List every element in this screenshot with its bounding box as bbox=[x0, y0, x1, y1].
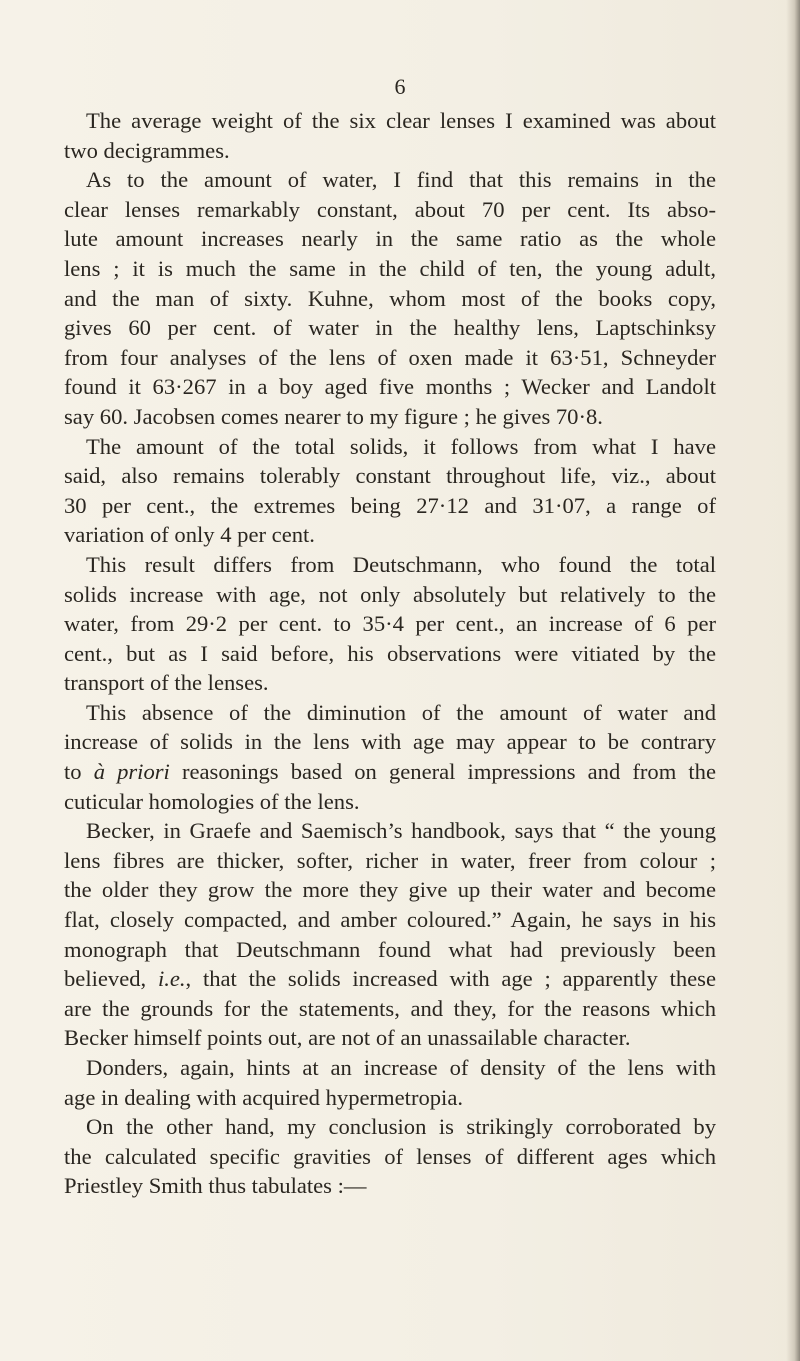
text-line: Becker himself points out, are not of an unassailable character. bbox=[64, 1025, 631, 1051]
text-line: Priestley Smith thus tabulates :— bbox=[64, 1173, 367, 1199]
text-line: variation of only 4 per cent. bbox=[64, 522, 315, 548]
italic-term: i.e. bbox=[157, 966, 186, 992]
body-text bbox=[64, 106, 716, 1201]
text-line: said, also remains tolerably constant throughout life, viz., about bbox=[64, 463, 716, 489]
text-fragment: believed, bbox=[64, 966, 158, 992]
text-line: lens fibres are thicker, softer, richer in water, freer from colour ; bbox=[64, 847, 716, 873]
text-line: This result differs from Deutschmann, who found the total bbox=[86, 551, 716, 577]
text-line: Becker, in Graefe and Saemisch’s handbook, says that “ the young bbox=[86, 818, 716, 844]
text-line: say 60. Jacobsen comes nearer to my figure ; he gives 70·8. bbox=[64, 403, 603, 429]
text-line: water, from 29·2 per cent. to 35·4 per cent., an increase of 6 per bbox=[64, 611, 716, 637]
text-line: lens ; it is much the same in the child of ten, the young adult, bbox=[64, 255, 716, 281]
text-line: and the man of sixty. Kuhne, whom most of the books copy, bbox=[64, 285, 716, 311]
text-line: lute amount increases nearly in the same ratio as the whole bbox=[64, 226, 716, 252]
text-line: are the grounds for the statements, and they, for the reasons which bbox=[64, 995, 716, 1021]
page-number: 6 bbox=[394, 74, 406, 99]
text-line: solids increase with age, not only absolutely but relatively to the bbox=[64, 581, 716, 607]
text-line: gives 60 per cent. of water in the healthy lens, Laptschinksy bbox=[64, 315, 716, 341]
text-fragment: to bbox=[64, 759, 94, 785]
text-line: two decigrammes. bbox=[64, 137, 230, 163]
italic-term: à priori bbox=[93, 759, 170, 785]
text-line: The amount of the total solids, it follows from what I have bbox=[86, 433, 716, 459]
text-line bbox=[64, 964, 716, 994]
text-line: flat, closely compacted, and amber coloured.” Again, he says in his bbox=[64, 907, 716, 933]
text-line: As to the amount of water, I find that this remains in the bbox=[86, 167, 716, 193]
text-line: found it 63·267 in a boy aged five months ; Wecker and Landolt bbox=[64, 374, 716, 400]
text-line: the older they grow the more they give up their water and become bbox=[64, 877, 716, 903]
page-edge-shadow bbox=[786, 0, 800, 1361]
text-line: age in dealing with acquired hypermetropia. bbox=[64, 1084, 464, 1110]
text-line: transport of the lenses. bbox=[64, 670, 269, 696]
text-line: increase of solids in the lens with age may appear to be contrary bbox=[64, 729, 716, 755]
text-line: the calculated specific gravities of lenses of different ages which bbox=[64, 1143, 716, 1169]
text-line: 30 per cent., the extremes being 27·12 and 31·07, a range of bbox=[64, 492, 716, 518]
text-fragment: reasonings based on general impressions and from the bbox=[169, 759, 716, 785]
text-line bbox=[64, 757, 716, 787]
text-line: cuticular homologies of the lens. bbox=[64, 788, 360, 814]
text-line: The average weight of the six clear lenses I examined was about bbox=[86, 108, 716, 133]
text-fragment: , that the solids increased with age ; apparently these bbox=[185, 966, 717, 992]
text-line: monograph that Deutschmann found what had previously been bbox=[64, 936, 716, 962]
text-line: Donders, again, hints at an increase of density of the lens with bbox=[86, 1055, 716, 1080]
text-line: This absence of the diminution of the amount of water and bbox=[86, 699, 716, 725]
text-line: cent., but as I said before, his observations were vitiated by the bbox=[64, 640, 716, 666]
text-line: from four analyses of the lens of oxen made it 63·51, Schneyder bbox=[64, 344, 716, 370]
text-line: clear lenses remarkably constant, about 70 per cent. Its abso- bbox=[64, 196, 716, 222]
text-line: On the other hand, my conclusion is strikingly corroborated by bbox=[86, 1114, 716, 1140]
